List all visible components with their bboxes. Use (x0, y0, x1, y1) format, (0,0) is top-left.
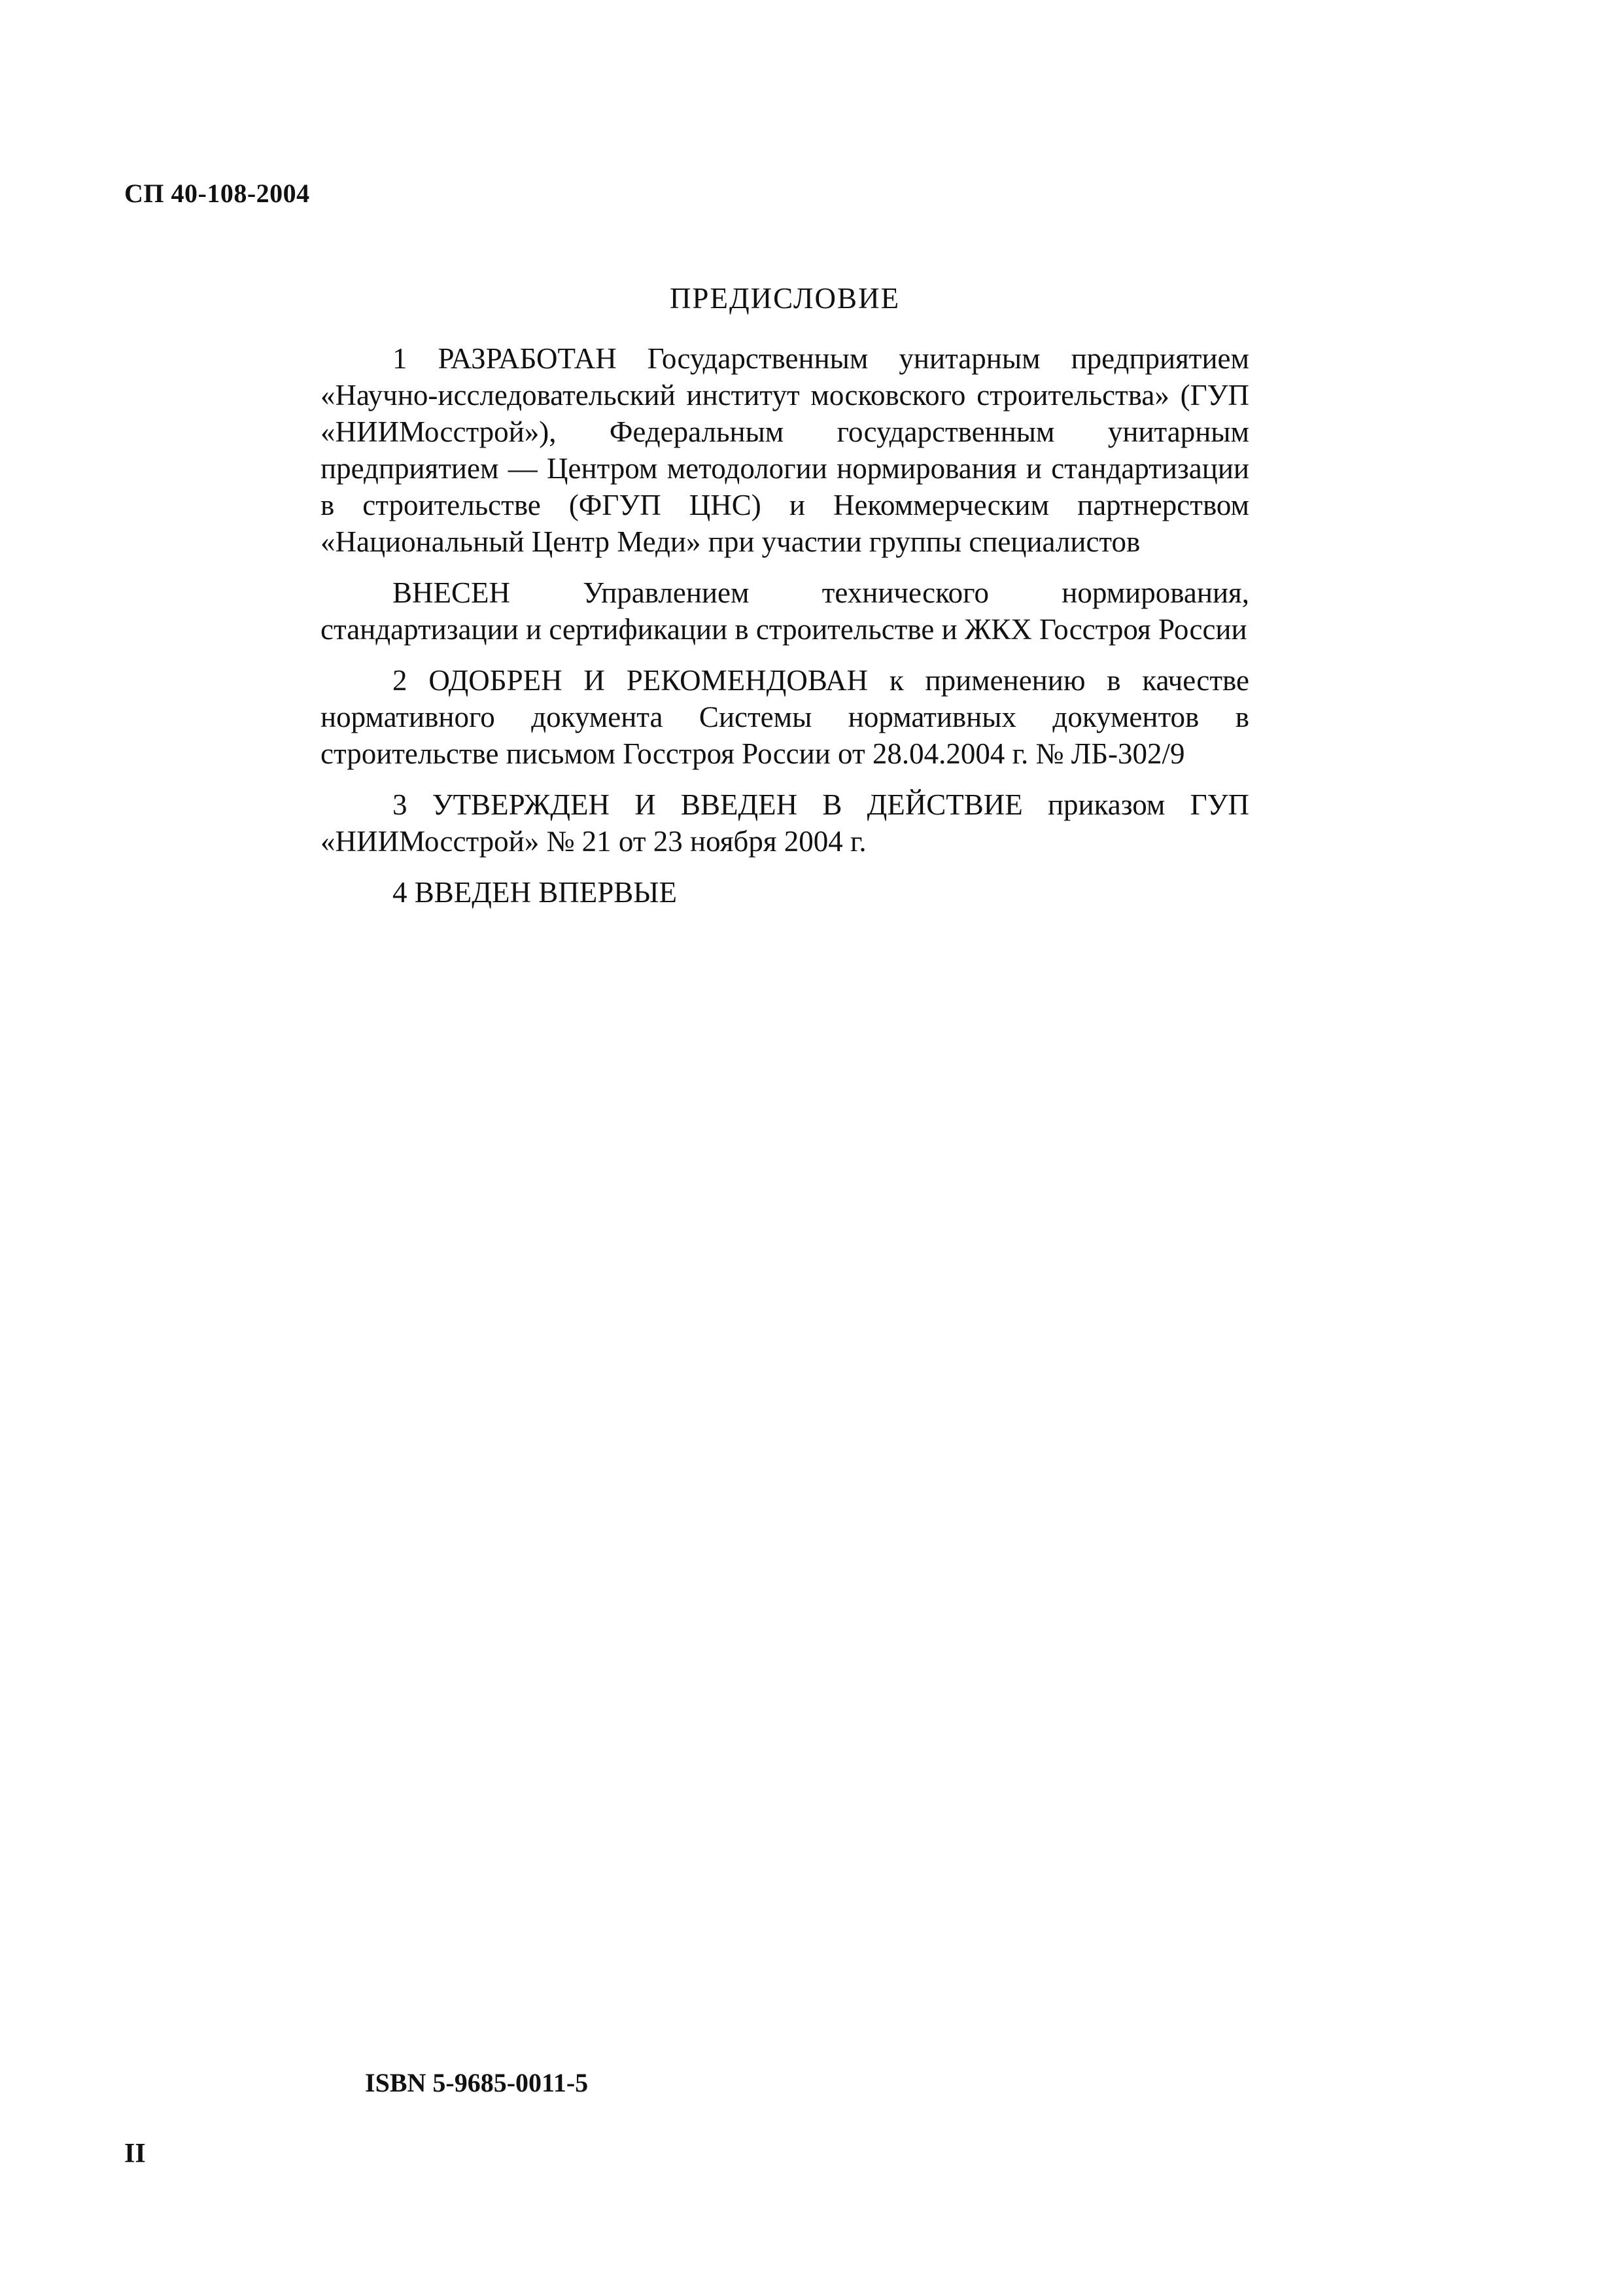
paragraph-developed: 1 РАЗРАБОТАН Государственным унитарным предприятием «Научно-исследовательский институт московского строительства» (ГУП «НИИМосстрой»), Федеральным государственным унитарным предприятием — Центром методологии нормирования и стандартизации в строительстве (ФГУП ЦНС) и Некоммерческим партнерством «Национальный Центр Меди» при участии группы специалистов (320, 342, 1249, 558)
preface-title: ПРЕДИСЛОВИЕ (669, 282, 901, 315)
document-code: СП 40-108-2004 (124, 179, 310, 208)
paragraph-enacted: 3 УТВЕРЖДЕН И ВВЕДЕН В ДЕЙСТВИЕ приказом ГУП «НИИМосстрой» № 21 от 23 ноября 2004 г. (320, 788, 1249, 858)
paragraph-approved: 2 ОДОБРЕН И РЕКОМЕНДОВАН к применению в качестве нормативного документа Системы нормативных документов в строительстве письмом Госстроя России от 28.04.2004 г. № ЛБ-302/9 (320, 664, 1249, 770)
page-number: II (124, 2139, 146, 2169)
isbn: ISBN 5-9685-0011-5 (365, 2068, 589, 2097)
paragraph-submitted: ВНЕСЕН Управлением технического нормирования, стандартизации и сертификации в строительстве и ЖКХ Госстроя России (320, 576, 1249, 646)
preface-body (320, 340, 1249, 925)
paragraph-first-introduced: 4 ВВЕДЕН ВПЕРВЫЕ (392, 876, 677, 909)
